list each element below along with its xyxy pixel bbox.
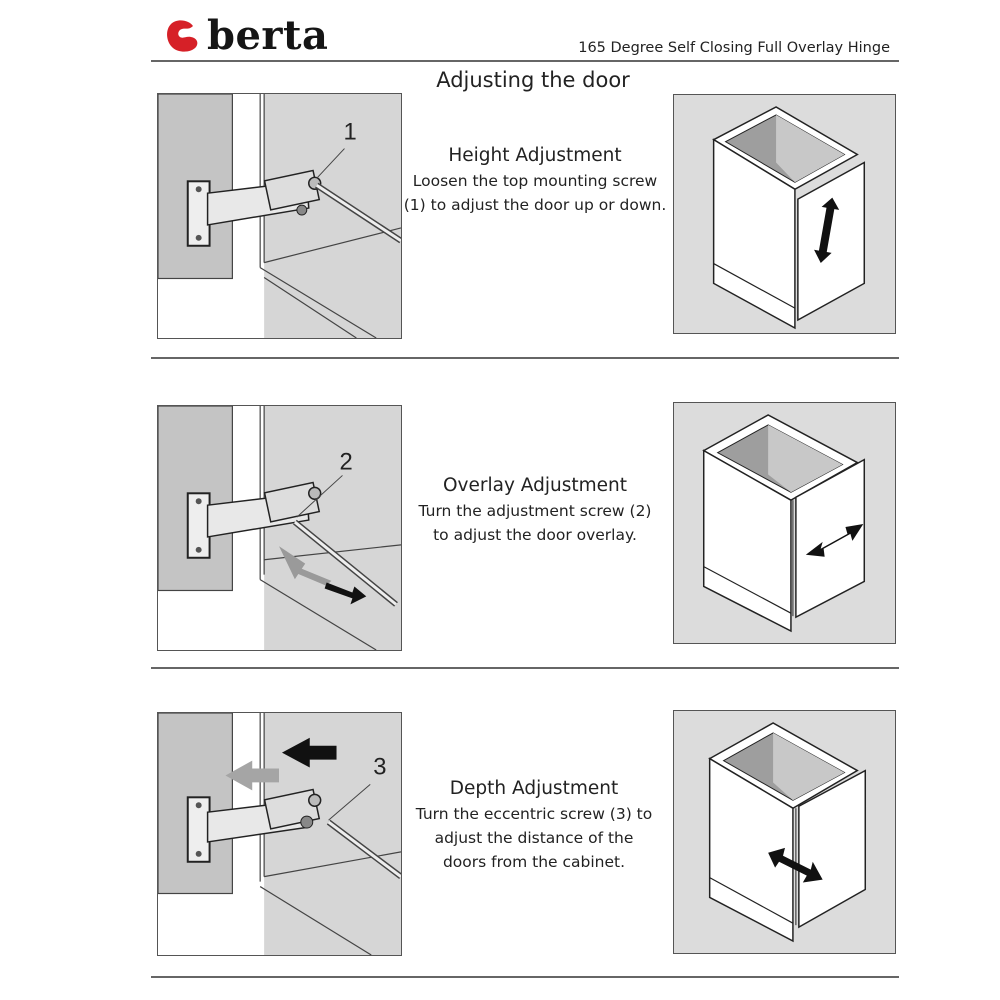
overlay-adjustment-caption (400, 473, 670, 547)
section-title: Height Adjustment (448, 145, 622, 166)
hinge-illustration-overlay (157, 405, 402, 651)
depth-adjustment-caption (398, 776, 670, 874)
brand-name: berta (207, 12, 329, 59)
header-divider (151, 60, 899, 62)
cabinet-diagram (674, 711, 895, 953)
section-divider (151, 357, 899, 359)
section-line: Turn the adjustment screw (2) (418, 502, 652, 520)
hinge-diagram (158, 406, 401, 650)
height-adjustment-caption (400, 143, 670, 217)
svg-text:1: 1 (343, 118, 357, 146)
svg-text:3: 3 (373, 753, 387, 781)
section-title: Overlay Adjustment (442, 475, 627, 496)
cabinet-illustration-depth (673, 710, 896, 954)
heart-logo-icon (163, 18, 201, 54)
section-title: Depth Adjustment (449, 778, 619, 799)
cabinet-diagram (674, 95, 895, 333)
cabinet-illustration-overlay (673, 402, 896, 644)
section-line: Turn the eccentric screw (3) to (415, 805, 653, 823)
page-heading: Adjusting the door (436, 68, 630, 92)
brand-logo (163, 14, 328, 58)
section-line: Loosen the top mounting screw (412, 172, 658, 190)
section-divider (151, 667, 899, 669)
cabinet-illustration-height (673, 94, 896, 334)
product-title: 165 Degree Self Closing Full Overlay Hinge (578, 40, 890, 56)
section-line: to adjust the door overlay. (433, 526, 637, 544)
section-line: (1) to adjust the door up or down. (403, 196, 667, 214)
hinge-diagram (158, 94, 401, 338)
section-line: adjust the distance of the (434, 829, 634, 847)
section-divider (151, 976, 899, 978)
cabinet-diagram (674, 403, 895, 643)
hinge-diagram (158, 713, 401, 955)
hinge-illustration-depth (157, 712, 402, 956)
section-line: doors from the cabinet. (442, 853, 626, 871)
svg-text:2: 2 (339, 448, 353, 476)
hinge-illustration-height (157, 93, 402, 339)
